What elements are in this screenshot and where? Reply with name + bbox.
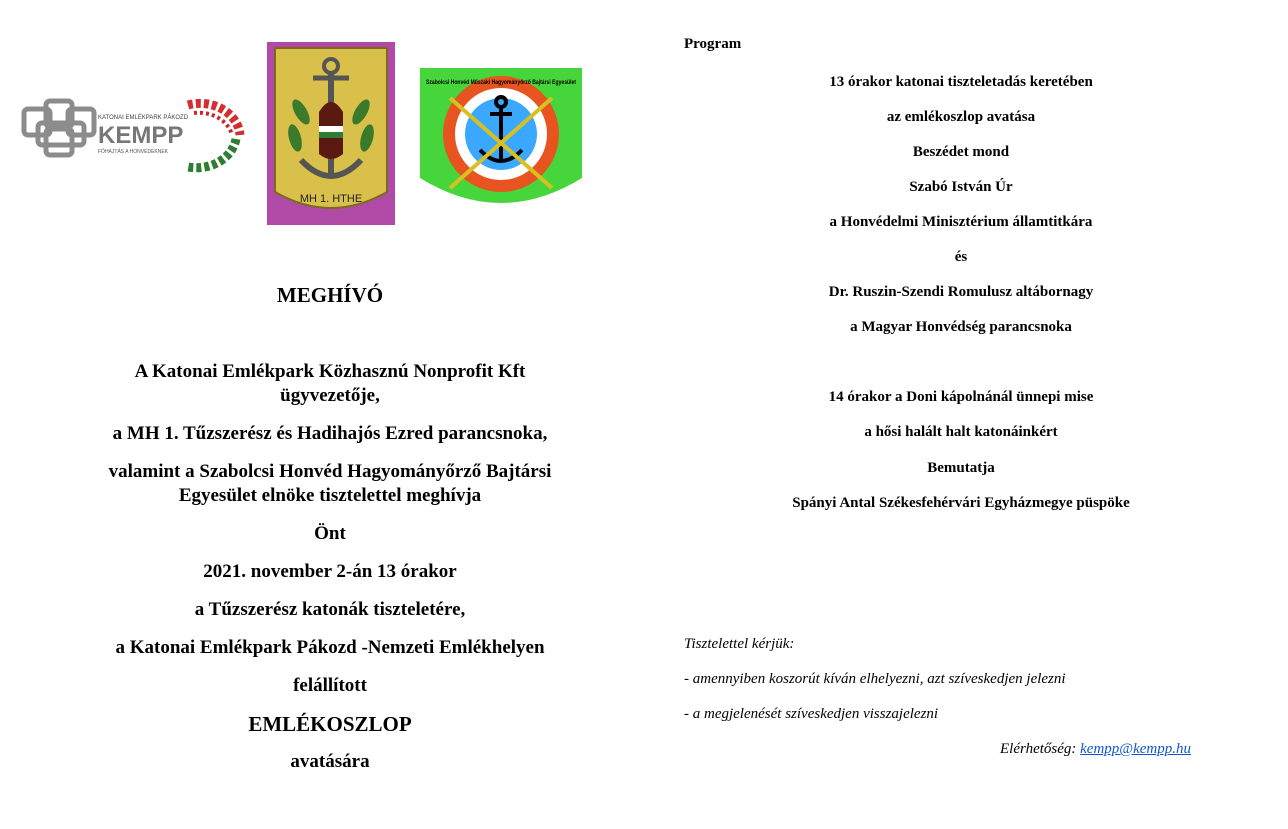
invitation-line: Egyesület elnöke tisztelettel meghívja xyxy=(178,485,482,506)
program-line: Beszédet mond xyxy=(912,144,1010,160)
invitation-line: a Tűzszerész katonák tiszteletére, xyxy=(194,599,466,620)
invitation-line: valamint a Szabolcsi Honvéd Hagyományőrző Bajtársi xyxy=(108,461,552,482)
notes-item: - amennyiben koszorút kíván elhelyezni, azt szíveskedjen jelezni xyxy=(684,671,1066,687)
invitation-text xyxy=(60,280,600,774)
invitation-line: ügyvezetője, xyxy=(280,385,380,406)
mh-emblem xyxy=(267,42,395,225)
program-line: a hősi halált halt katonáinkért xyxy=(864,424,1058,440)
invitation-line: a MH 1. Tűzszerész és Hadihajós Ezred parancsnoka, xyxy=(112,423,548,444)
program-line: Bemutatja xyxy=(927,460,995,476)
logo-row xyxy=(0,0,640,240)
invitation-title: MEGHÍVÓ xyxy=(276,283,384,307)
program-line: 13 órakor katonai tiszteletadás keretében xyxy=(829,74,1093,90)
notes-intro: Tisztelettel kérjük: xyxy=(684,636,795,652)
program-line: és xyxy=(954,249,968,265)
szabolcsi-emblem xyxy=(420,68,582,220)
invitation-date: 2021. november 2-án 13 órakor xyxy=(203,561,457,582)
kempp-name: KEMPP xyxy=(98,122,184,149)
invitation-line: Önt xyxy=(314,523,346,544)
invitation-line: A Katonai Emlékpark Közhasznú Nonprofit Kft xyxy=(134,361,526,382)
program-line: a Magyar Honvédség parancsnoka xyxy=(850,319,1072,335)
program-line: 14 órakor a Doni kápolnánál ünnepi mise xyxy=(828,389,1094,405)
szabolcsi-ring-text: Szabolcsi Honvéd Műszaki Hagyományőrző Bajtársi Egyesület xyxy=(426,79,577,86)
contact-email-link[interactable]: kempp@kempp.hu xyxy=(1080,741,1191,757)
program-line: Dr. Ruszin-Szendi Romulusz altábornagy xyxy=(828,284,1094,300)
program-line: a Honvédelmi Minisztérium államtitkára xyxy=(829,214,1093,230)
mh-caption: MH 1. HTHE xyxy=(299,193,363,205)
program-line: az emlékoszlop avatása xyxy=(886,109,1036,125)
bomb-icon xyxy=(319,102,343,159)
kempp-logo xyxy=(18,95,246,171)
hungarian-stripes-icon xyxy=(188,103,240,167)
invitation-emphasis: EMLÉKOSZLOP xyxy=(248,712,412,736)
program-line: Spányi Antal Székesfehérvári Egyházmegye püspöke xyxy=(792,495,1130,511)
invitation-line: felállított xyxy=(293,675,367,696)
program-label: Program xyxy=(684,36,742,52)
program-line: Szabó István Úr xyxy=(909,179,1013,195)
notes-item: - a megjelenését szíveskedjen visszajelezni xyxy=(684,706,939,722)
kempp-small-text: KATONAI EMLÉKPARK PÁKOZD xyxy=(98,115,189,121)
contact-line xyxy=(684,741,1191,758)
contact-label: Elérhetőség: xyxy=(1000,741,1081,757)
kempp-tagline: FŐHAJTÁS A HONVÉDEKNEK xyxy=(98,149,169,155)
invitation-line: avatására xyxy=(290,751,370,772)
invitation-line: a Katonai Emlékpark Pákozd -Nemzeti Emlékhelyen xyxy=(115,637,545,658)
knot-icon xyxy=(24,101,94,155)
